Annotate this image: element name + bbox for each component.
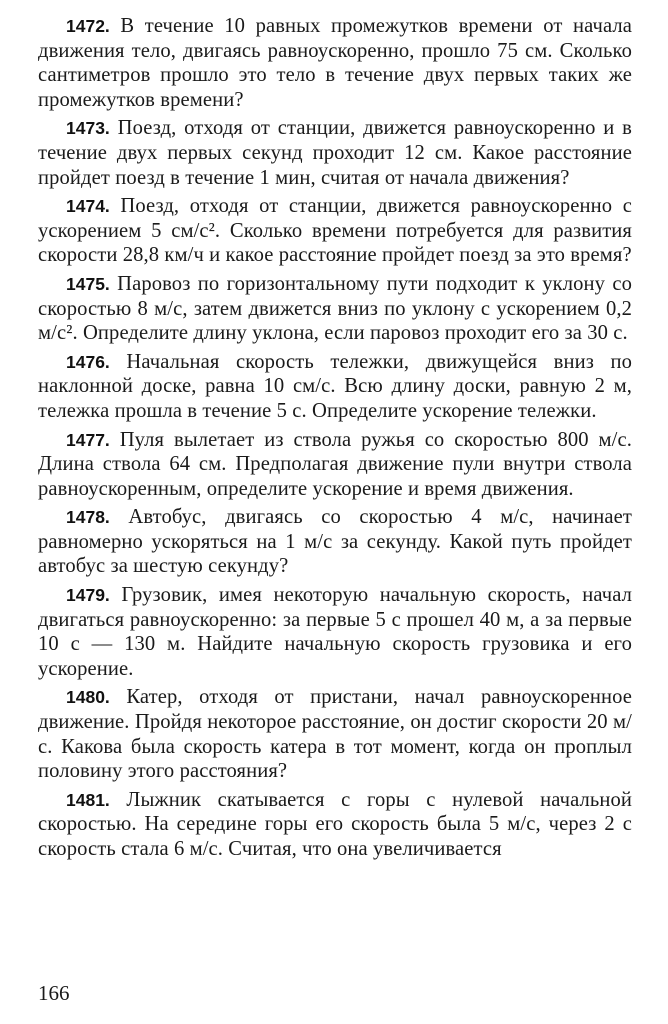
problem-1474	[38, 194, 632, 268]
problem-1475	[38, 272, 632, 346]
problem-1473	[38, 116, 632, 190]
problem-text: Поезд, отходя от станции, движется равноускоренно с ускорением 5 см/с². Сколько времени потребуется для развития скорости 28,8 км/ч и какое расстояние пройдет поезд за это время?	[38, 195, 632, 267]
problem-text: В течение 10 равных промежутков времени от начала движения тело, двигаясь равноускоренно, прошло 75 см. Сколько сантиметров прошло это тело в течение двух первых таких же промежутков времени?	[38, 15, 633, 111]
problem-text: Паровоз по горизонтальному пути подходит к уклону со скоростью 8 м/с, затем движется вниз по уклону с ускорением 0,2 м/с². Определите длину уклона, если паровоз проходит его за 30 с.	[38, 272, 632, 345]
problem-number: 1481.	[66, 789, 110, 810]
problem-number: 1479.	[66, 585, 110, 606]
problem-text: Автобус, двигаясь со скоростью 4 м/с, начинает равномерно ускоряться на 1 м/с за секунду. Какой путь пройдет автобус за шестую секунду?	[38, 506, 633, 578]
problem-1476	[38, 350, 632, 424]
problem-1480	[38, 685, 632, 783]
problem-text: Грузовик, имея некоторую начальную скорость, начал двигаться равноускоренно: за первые 5 с прошел 40 м, а за первые 10 с — 130 м. Найдите начальную скорость грузовика и его ускорение.	[38, 584, 632, 680]
problem-number: 1480.	[66, 687, 110, 708]
problem-1472	[38, 14, 632, 112]
problem-number: 1474.	[66, 196, 110, 217]
problem-number: 1477.	[66, 429, 110, 450]
problem-number: 1478.	[66, 507, 110, 528]
problem-number: 1476.	[66, 351, 110, 372]
problem-text: Поезд, отходя от станции, движется равноускоренно и в течение двух первых секунд проходит 12 см. Какое расстояние пройдет поезд в течение 1 мин, считая от начала движения?	[38, 117, 632, 189]
problem-list	[38, 14, 632, 866]
problem-text: Лыжник скатывается с горы с нулевой начальной скоростью. На середине горы его скорость была 5 м/с, через 2 с скорость стала 6 м/с. Считая, что она увеличивается	[38, 788, 633, 860]
problem-number: 1475.	[66, 273, 110, 294]
problem-1477	[38, 428, 632, 502]
problem-text: Катер, отходя от пристани, начал равноускоренное движение. Пройдя некоторое расстояние, он достиг скорости 20 м/с. Какова была скорость катера в тот момент, когда он проплыл половину этого расстояния?	[38, 686, 633, 783]
problem-1478	[38, 505, 632, 579]
problem-text: Пуля вылетает из ствола ружья со скоростью 800 м/с. Длина ствола 64 см. Предполагая движение пули внутри ствола равноускоренным, определите ускорение и время движения.	[38, 428, 632, 500]
problem-text: Начальная скорость тележки, движущейся вниз по наклонной доске, равна 10 см/с. Всю длину доски, равную 2 м, тележка прошла в течение 5 с. Определите ускорение тележки.	[38, 350, 633, 422]
problem-number: 1473.	[66, 118, 110, 139]
problem-number: 1472.	[66, 16, 110, 36]
page-number: 166	[38, 981, 70, 1005]
problem-1479	[38, 583, 632, 681]
problem-1481	[38, 788, 632, 862]
